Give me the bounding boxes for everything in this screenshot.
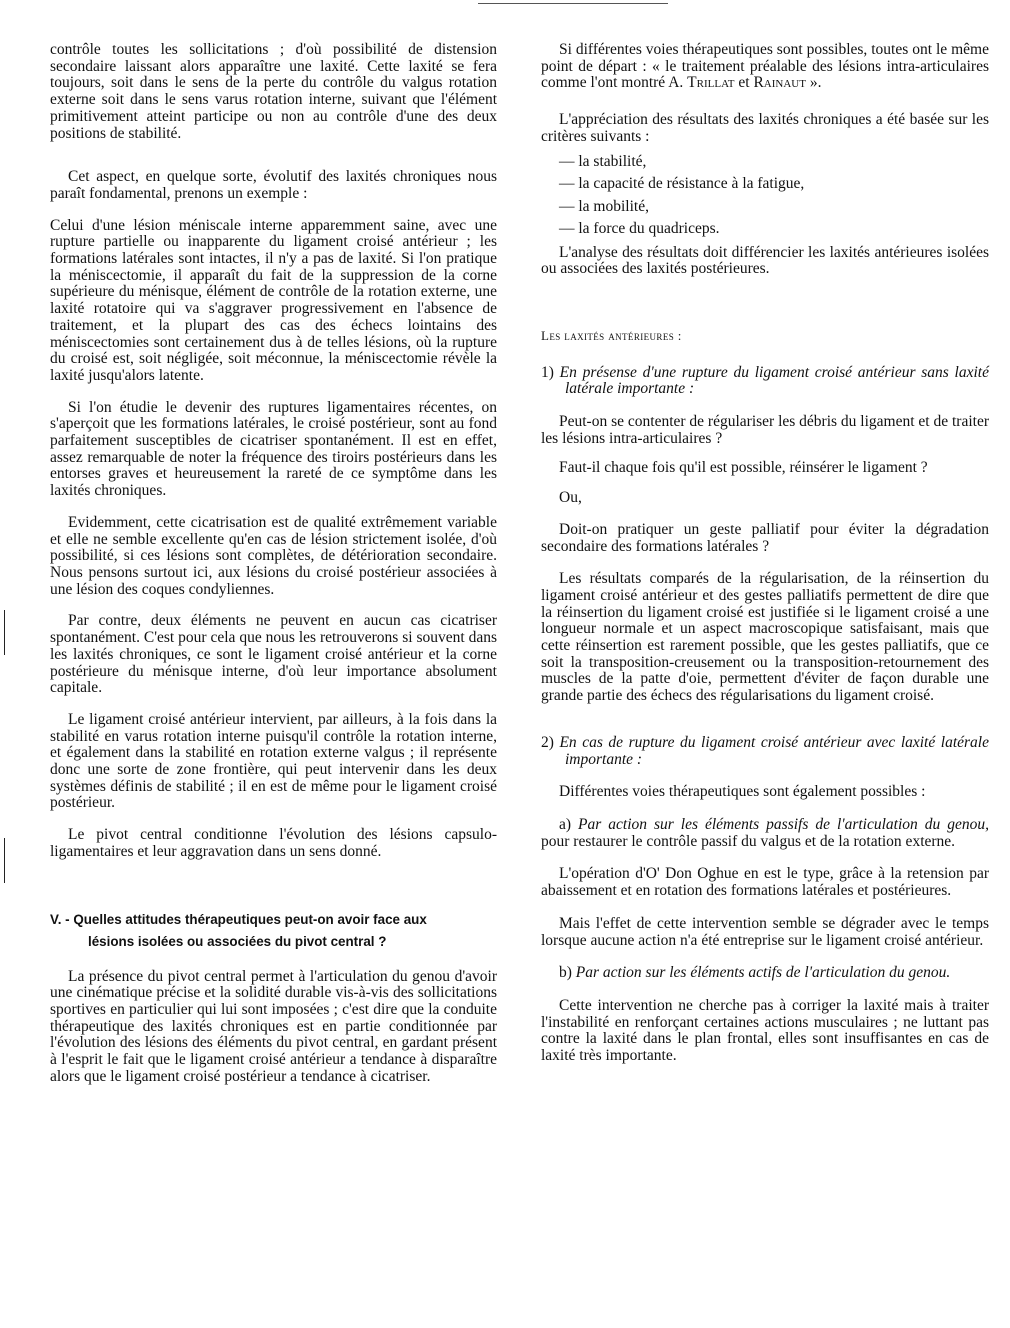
paragraph: Ou, (559, 489, 582, 507)
list-item: — la capacité de résistance à la fatigue, (559, 175, 805, 193)
heading-line: V. - Quelles attitudes thérapeutiques peut-on avoir face aux (50, 911, 427, 927)
sub-label: b) (559, 964, 576, 982)
paragraph (541, 42, 989, 92)
paragraph: Les résultats comparés de la régularisation, de la réinsertion du ligament croisé antérieur et des gestes palliatifs permettent de dire que la réinsertion du ligament croisé est justifiée si le ligament croisé a une longueur normale et un aspect macroscopique satisfaisant, mais que cette réinsertion est rarement possible, que les gestes palliatifs, que ce soit la transposition-creusement ou la transposition-retournement des muscles de la patte d'oie, permettent d'éviter de façon durable une grande partie des échecs des régularisations du ligament croisé. (541, 570, 989, 705)
text-run: pour restaurer le contrôle passif du valgus et de la rotation externe. (541, 832, 956, 850)
paragraph: Cet aspect, en quelque sorte, évolutif des laxités chroniques nous paraît fondamental, prenons un exemple : (50, 168, 497, 202)
criteria-list (541, 151, 989, 241)
paragraph: Doit-on pratiquer un geste palliatif pour éviter la dégradation secondaire des formations latérales ? (541, 520, 989, 555)
left-column (50, 42, 497, 1085)
item-title: En présense d'une rupture du ligament croisé antérieur sans laxité latérale importante : (559, 363, 989, 398)
paragraph: contrôle toutes les sollicitations ; d'où possibilité de distension secondaire laissant alors apparaître une laxité. Cette laxité se fera toujours, soit dans le sens de la perte du contrôle du valgus rotation externe soit dans le sens varus rotation interne, suivant que l'élément primitivement atteint participe ou non au contrôle d'une des deux positions de stabilité. (50, 41, 497, 142)
list-item: — la mobilité, (559, 197, 649, 215)
paragraph: Le pivot central conditionne l'évolution des lésions capsulo-ligamentaires et leur aggravation dans un sens donné. (50, 826, 497, 860)
sub-title: Par action sur les éléments passifs de l'articulation du genou, (578, 815, 989, 833)
right-column (541, 42, 989, 1065)
numbered-item (541, 735, 989, 768)
text-run: Si différentes voies thérapeutiques sont possibles, toutes ont le même point de départ : « le traitement préalable des lésions intra-articulaires comme l'ont montré A. (541, 41, 989, 92)
heading-line: lésions isolées ou associées du pivot central ? (88, 933, 387, 949)
margin-mark (4, 838, 5, 883)
author-name: Rainaut (753, 74, 806, 92)
paragraph: Si l'on étudie le devenir des ruptures ligamentaires récentes, on s'aperçoit que les formations latérales, le croisé postérieur, sont au fond parfaitement susceptibles de cicatriser spontanément. Il est en effet, assez remarquable de noter la fréquence des tiroirs postérieurs dans les entorses graves et heureusement la rareté de ce symptôme dans les laxités chroniques. (50, 398, 497, 500)
paragraph: L'opération d'O' Don Oghue en est le type, grâce à la retension par abaissement et en rotation des formations latérales et postérieures. (541, 865, 989, 900)
text-run: ». (805, 74, 822, 92)
paragraph: Celui d'une lésion méniscale interne apparemment saine, avec une rupture partielle ou inapparente du ligament croisé antérieur ; les formations latérales sont intactes, il n'y a pas de laxité. Si l'on pratique la méniscectomie, il apparaît du fait de la suppression de la corne supérieure du ménisque, élément de contrôle de la rotation externe, une laxité rotatoire qui va s'aggraver progressivement en l'absence de traitement, et la plupart des cas des échecs lointains des méniscectomies sont certainement dus à de telles lésions, où la rupture du croisé est, soit négligée, soit méconnue, la méniscectomie révèle la laxité jusqu'alors latente. (50, 216, 497, 384)
sub-label: a) (559, 815, 579, 833)
paragraph: Cette intervention ne cherche pas à corriger la laxité mais à traiter l'instabilité en renforçant certaines actions musculaires ; ne luttant pas contre la laxité dans le plan frontal, elles sont insuffisantes en cas de laxité très importante. (541, 996, 989, 1065)
item-number: 1) (541, 363, 560, 381)
top-rule (478, 3, 668, 4)
paragraph: Evidemment, cette cicatrisation est de qualité extrêmement variable et elle ne semble excellente qu'en cas de lésion strictement isolée, d'où possibilité, si ces lésions sont complètes, de détérioration secondaire. Nous pensons surtout ici, aux lésions du croisé postérieur associées à une lésion des coques condyliennes. (50, 513, 497, 598)
paragraph: Mais l'effet de cette intervention semble se dégrader avec le temps lorsque aucune action n'a été entreprise sur le ligament croisé antérieur. (541, 914, 989, 949)
paragraph: Faut-il chaque fois qu'il est possible, réinsérer le ligament ? (559, 459, 928, 477)
paragraph (541, 965, 989, 982)
margin-mark (4, 610, 5, 655)
text-run: et (734, 74, 754, 92)
paragraph (541, 817, 989, 850)
sub-title: Par action sur les éléments actifs de l'articulation du genou. (575, 964, 951, 982)
paragraph: Différentes voies thérapeutiques sont également possibles : (559, 783, 926, 801)
paragraph: L'analyse des résultats doit différencier les laxités antérieures isolées ou associées des laxités postérieures. (541, 243, 989, 278)
item-title: En cas de rupture du ligament croisé antérieur avec laxité latérale importante : (559, 733, 989, 768)
paragraph: La présence du pivot central permet à l'articulation du genou d'avoir une cinématique précise et la solidité durable vis-à-vis des sollicitations sportives en particulier qui lui sont imposées ; c'est dire que la conduite thérapeutique des laxités chroniques est en partie conditionnée par l'évolution des lésions des éléments du pivot central, en gardant présent à l'esprit le fait que le ligament croisé antérieur a tendance à disparaître alors que le ligament croisé postérieur a tendance à cicatriser. (50, 967, 497, 1085)
numbered-item (541, 365, 989, 398)
section-label: Les laxités antérieures : (541, 327, 682, 343)
paragraph: L'appréciation des résultats des laxités chroniques a été basée sur les critères suivants : (541, 111, 989, 145)
author-name: Trillat (687, 74, 735, 92)
item-number: 2) (541, 733, 560, 751)
section-heading (50, 909, 497, 953)
list-item: — la stabilité, (559, 152, 647, 170)
paragraph: Par contre, deux éléments ne peuvent en aucun cas cicatriser spontanément. C'est pour cela que nous les retrouverons si souvent dans les laxités chroniques, ce sont le ligament croisé antérieur et la corne postérieure du ménisque interne, d'où leur importance absolument capitale. (50, 612, 497, 697)
paragraph: Le ligament croisé antérieur intervient, par ailleurs, à la fois dans la stabilité en varus rotation interne puisqu'il contrôle la rotation interne, et également dans la stabilité en rotation externe valgus ; il représente donc une sorte de zone frontière, qui peut intervenir dans les deux systèmes définis de stabilité ; il en est de même pour le ligament croisé postérieur. (50, 710, 497, 812)
paragraph: Peut-on se contenter de régulariser les débris du ligament et de traiter les lésions intra-articulaires ? (541, 413, 989, 447)
list-item: — la force du quadriceps. (559, 220, 720, 238)
